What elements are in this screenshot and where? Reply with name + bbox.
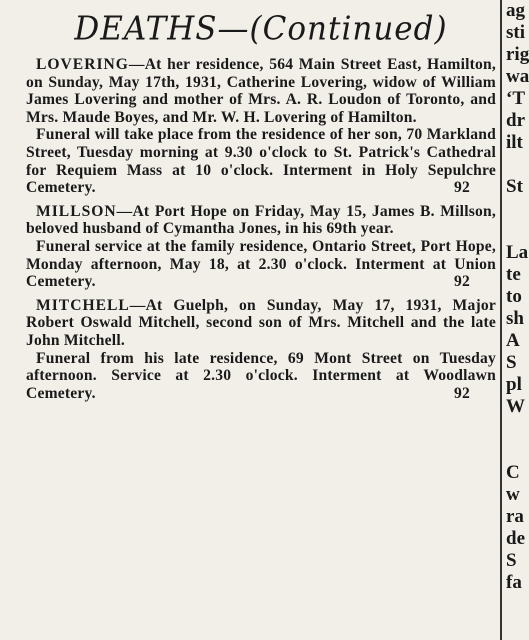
section-heading: DEATHS—(Continued) [74,9,448,49]
funeral-text: Funeral service at the family residence, Ontario Street, Port Hope, Monday afternoon, May 18, at 2.30 o'clock. Interment at Union Cemetery. [26,237,496,291]
notice-text: —At Port Hope on Friday, May 15, James B. Millson, beloved husband of Cymantha Jones, in his 69th year. [26,202,496,238]
funeral-text: Funeral will take place from the residence of her son, 70 Markland Street, Tuesday morning at 9.30 o'clock to St. Patrick's Cathedral for Requiem Mass at 10 o'clock. Interment in Holy Sepulchre Cemetery. [26,126,496,197]
text-fragment: pl [506,374,522,395]
text-fragment: S [506,352,517,373]
death-notice-millson [26,203,496,291]
text-fragment: A [506,330,520,351]
text-fragment: ag [506,0,525,21]
deaths-column [26,0,496,640]
text-fragment: ra [506,506,524,527]
text-fragment: te [506,264,521,285]
text-fragment: dr [506,110,525,131]
text-fragment: W [506,396,525,417]
notice-announcement [26,297,496,350]
text-fragment: rig [506,44,529,65]
notice-text: —At her residence, 564 Main Street East, Hamilton, on Sunday, May 17th, 1931, Catherine Lovering, widow of William James Lovering and mother of Mrs. A. R. Loudon of Toronto, and Mrs. Maude Boyes, and Mr. W. H. Lovering of Hamilton. [26,56,496,126]
text-fragment: to [506,286,522,307]
deceased-name: MITCHELL [36,296,130,314]
text-fragment: de [506,528,525,549]
text-fragment: ilt [506,132,523,153]
notice-funeral-details [26,350,496,403]
text-fragment: wa [506,66,529,87]
text-fragment: sti [506,22,525,43]
text-fragment: C [506,462,520,483]
notice-ref-number: 92 [454,179,470,197]
notice-announcement [26,56,496,126]
text-fragment: St [506,176,523,197]
notice-text: —At Guelph, on Sunday, May 17, 1931, Major Robert Oswald Mitchell, second son of Mrs. Mitchell and the late John Mitchell. [26,296,496,349]
notice-announcement [26,203,496,238]
adjacent-column-fragments [506,0,529,640]
death-notice-mitchell [26,297,496,403]
text-fragment: fa [506,572,522,593]
notice-ref-number: 92 [454,384,470,402]
deceased-name: LOVERING [36,56,129,73]
text-fragment: La [506,242,529,263]
text-fragment: w [506,484,520,505]
text-fragment: sh [506,308,524,329]
funeral-text: Funeral from his late residence, 69 Mont Street on Tuesday afternoon. Service at 2.30 o'clock. Interment at Woodlawn Cemetery. [26,349,496,402]
notice-funeral-details [26,126,496,196]
notice-funeral-details [26,238,496,291]
notice-ref-number: 92 [454,273,470,291]
text-fragment: ‘T [506,88,525,109]
text-fragment: S [506,550,517,571]
column-divider [500,0,502,640]
death-notice-lovering [26,56,496,197]
deceased-name: MILLSON [36,202,117,220]
